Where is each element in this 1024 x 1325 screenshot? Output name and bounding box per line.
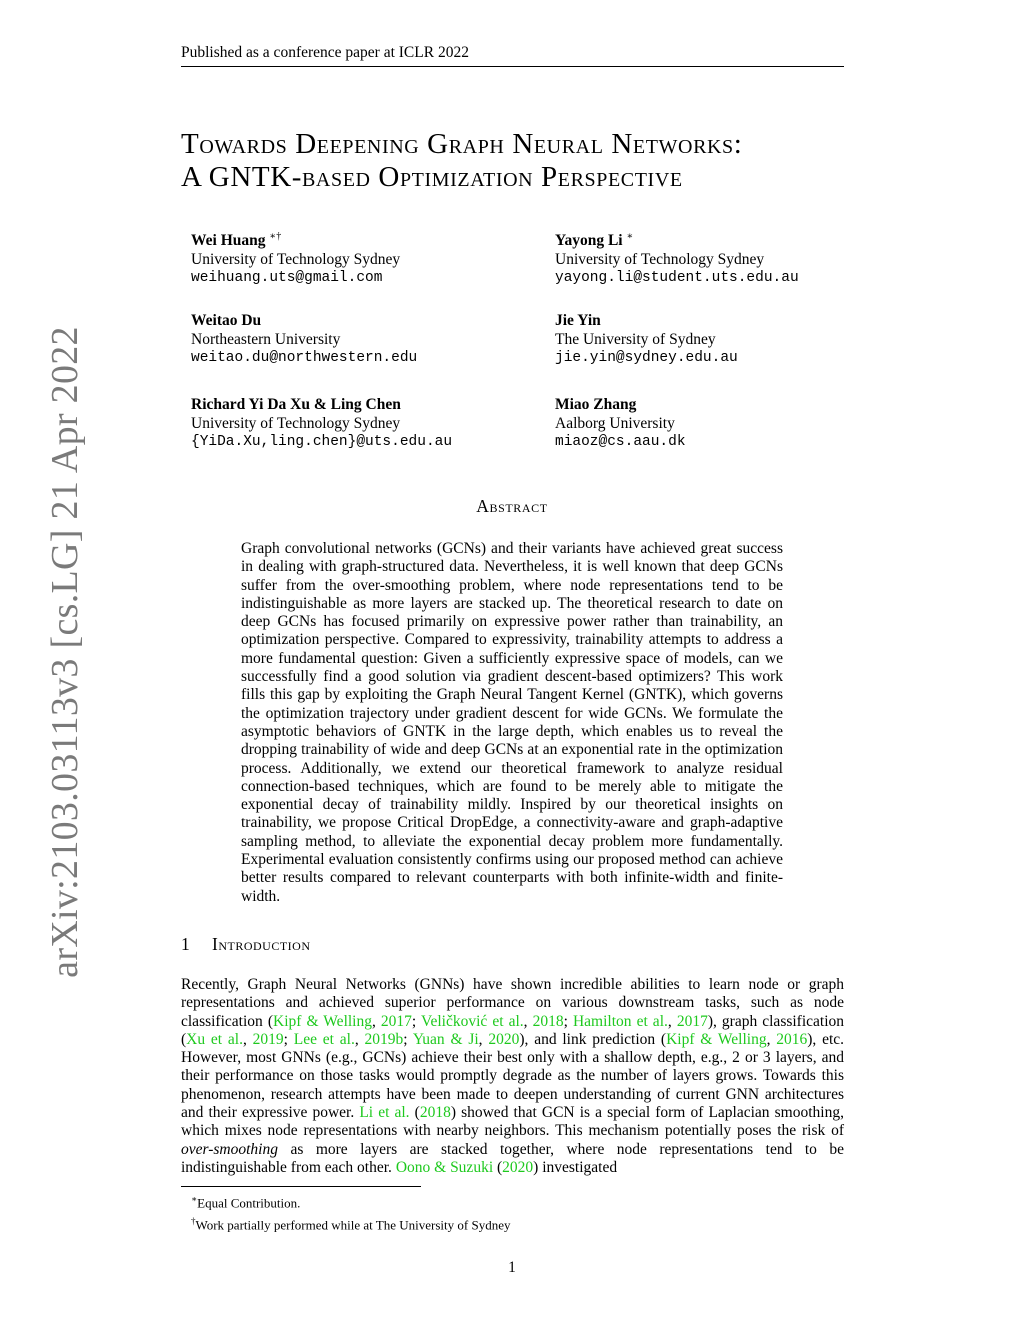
citation-link[interactable]: Yuan & Ji [412, 1030, 479, 1048]
citation-link[interactable]: Lee et al. [293, 1030, 355, 1048]
citation-link[interactable]: 2018 [419, 1104, 451, 1122]
header-rule [181, 66, 844, 67]
citation-link[interactable]: Kipf & Welling [273, 1012, 372, 1030]
section-heading-introduction [181, 934, 311, 955]
author-block [555, 396, 686, 452]
citation-link[interactable]: 2016 [776, 1030, 808, 1048]
introduction-paragraph: Recently, Graph Neural Networks (GNNs) have shown incredible abilities to learn node or graph representations and achieved superior performance on various downstream tasks, such as node classification (Kipf & Welling, 2017; Veličković et al., 2018; Hamilton et al., 2017), graph classification (Xu et al., 2019; Lee et al., 2019b; Yuan & Ji, 2020), and link prediction (Kipf & Welling, 2016), etc. However, most GNNs (e.g., GCNs) achieve their best only with a shallow depth, e.g., 2 or 3 layers, and their performance on those tasks would promptly degrade as the number of layers grows. Towards this phenomenon, research attempts have been made to deepen understanding of current GNN architectures and their expressive power. Li et al. (2018) showed that GCN is a special form of Laplacian smoothing, which mixes node representations with nearby neighbors. This mechanism potentially poses the risk of over-smoothing as more layers are stacked together, where node representations tend to be indistinguishable from each other. Oono & Suzuki (2020) investigated [181, 976, 845, 1176]
citation-link[interactable]: 2018 [532, 1012, 564, 1030]
paper-title [181, 128, 881, 194]
citation-link[interactable]: 2017 [676, 1012, 708, 1030]
author-marks: ∗† [269, 231, 282, 242]
abstract-heading: Abstract [476, 496, 548, 516]
section-title: Introduction [212, 934, 311, 954]
page-number: 1 [508, 1259, 516, 1276]
citation-link[interactable]: Kipf & Welling [666, 1030, 767, 1048]
citation-link[interactable]: Li et al. [359, 1104, 410, 1122]
title-line-2: A GNTK-based Optimization Perspective [181, 161, 683, 193]
author-name: Yayong Li ∗ [555, 231, 634, 250]
arxiv-stamp [0, 0, 86, 978]
author-name: Richard Yi Da Xu & Ling Chen [191, 396, 401, 413]
author-email: jie.yin@sydney.edu.au [555, 350, 738, 366]
author-name: Weitao Du [191, 312, 262, 329]
citation-link[interactable]: 2020 [502, 1158, 534, 1176]
running-header-text: Published as a conference paper at ICLR 2022 [181, 44, 469, 61]
footnote: ∗Equal Contribution. [191, 1194, 301, 1211]
author-affiliation: University of Technology Sydney [191, 250, 401, 268]
citation-link[interactable]: 2017 [380, 1012, 412, 1030]
author-block [191, 396, 452, 452]
citation-link[interactable]: Hamilton et al. [572, 1012, 668, 1030]
citation-link[interactable]: Veličković et al. [421, 1012, 524, 1030]
author-affiliation: Aalborg University [555, 414, 675, 432]
abstract-text: Graph convolutional networks (GCNs) and their variants have achieved great success in dealing with graph-structured data. Nevertheless, it is well known that deep GCNs suffer from the over-smoothing problem, where node representations tend to be indistinguishable as more layers are stacked up. The theoretical research to date on deep GCNs has focused primarily on expressive power rather than trainability, an optimization perspective. Compared to expressivity, trainability attempts to address a more fundamental question: Given a sufficiently expressive space of models, can we successfully find a good solution via gradient descent-based optimizers? This work fills this gap by exploiting the Graph Neural Tangent Kernel (GNTK), which governs the optimization trajectory under gradient descent for wide GCNs. We formulate the asymptotic behaviors of GNTK in the large depth, which enables us to reveal the dropping trainability of wide and deep GCNs at an exponential rate in the optimization process. Additionally, we extend our theoretical framework to analyze residual connection-based techniques, which are found to be merely able to mitigate the exponential decay of trainability mildly. Inspired by our theoretical insights on trainability, we propose Critical DropEdge, a connectivity-aware and graph-adaptive sampling method, to alleviate the exponential decay problem more fundamentally. Experimental evaluation consistently confirms using our proposed method can achieve better results compared to relevant counterparts with both infinite-width and finite-width. [241, 540, 783, 905]
author-affiliation: Northeastern University [191, 330, 341, 348]
citation-link[interactable]: Oono & Suzuki [395, 1158, 494, 1176]
section-number: 1 [181, 934, 191, 954]
author-marks: ∗ [626, 231, 634, 242]
running-header [181, 44, 844, 67]
author-name: Jie Yin [555, 312, 601, 329]
citation-link[interactable]: 2020 [488, 1030, 520, 1048]
footnote: †Work partially performed while at The University of Sydney [191, 1216, 511, 1233]
footnote-mark: † [191, 1216, 196, 1227]
author-affiliation: University of Technology Sydney [555, 250, 765, 268]
author-email: {YiDa.Xu,ling.chen}@uts.edu.au [191, 434, 453, 450]
citation-link[interactable]: 2019 [252, 1030, 284, 1048]
footnote-mark: ∗ [191, 1194, 198, 1204]
arxiv-stamp-text: arXiv:2103.03113v3 [cs.LG] 21 Apr 2022 [44, 326, 86, 978]
author-block [191, 228, 400, 288]
author-block [191, 312, 417, 368]
citation-link[interactable]: Xu et al. [186, 1030, 243, 1048]
author-email: weihuang.uts@gmail.com [191, 270, 383, 287]
author-name: Miao Zhang [555, 396, 637, 413]
author-email: yayong.li@student.uts.edu.au [555, 270, 799, 287]
author-email: weitao.du@northwestern.edu [191, 350, 418, 366]
title-line-1: Towards Deepening Graph Neural Networks: [181, 128, 743, 160]
author-block [555, 228, 799, 288]
author-affiliation: University of Technology Sydney [191, 414, 401, 432]
author-name: Wei Huang ∗† [191, 231, 282, 250]
footnote-rule [181, 1186, 421, 1187]
author-email: miaoz@cs.aau.dk [555, 434, 686, 450]
author-block [555, 312, 738, 368]
emphasis: over-smoothing [181, 1140, 278, 1158]
footnotes [191, 1190, 510, 1235]
author-affiliation: The University of Sydney [555, 330, 716, 348]
citation-link[interactable]: 2019b [364, 1030, 404, 1048]
